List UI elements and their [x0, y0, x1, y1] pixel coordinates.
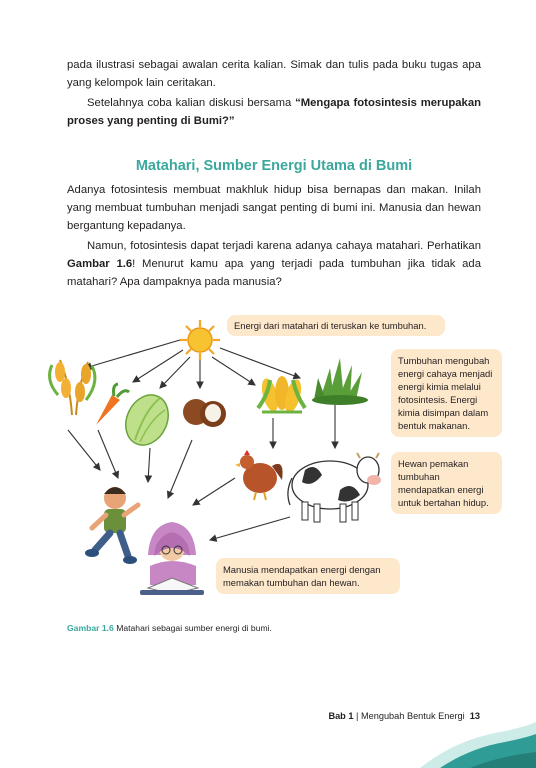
- footer-separator: |: [353, 711, 361, 721]
- photosynthesis-text: Adanya fotosintesis membuat makhluk hidup bisa bernapas dan makan. Inilah yang membuat tumbuhan menjadi sangat penting di bumi ini. Manusia dan hewan bergantung kepadanya.: [67, 184, 481, 232]
- callout-sun-energy: Energi dari matahari di teruskan ke tumbuhan.: [227, 315, 445, 336]
- sunlight-text-end: ! Menurut kamu apa yang terjadi pada tumbuhan jika tidak ada matahari? Apa dampaknya pada manusia?: [67, 258, 481, 288]
- footer-chapter-title: Mengubah Bentuk Energi: [360, 711, 465, 721]
- figure-caption-text: Matahari sebagai sumber energi di bumi.: [113, 623, 272, 633]
- footer-chapter: Bab 1: [328, 711, 354, 721]
- page-number: 13: [469, 711, 480, 721]
- callout-humans: Manusia mendapatkan energi dengan memakan tumbuhan dan hewan.: [216, 558, 400, 594]
- section-title: Matahari, Sumber Energi Utama di Bumi: [135, 158, 413, 174]
- discussion-text: Setelahnya coba kalian diskusi bersama: [87, 97, 296, 109]
- callout-herbivores: Hewan pemakan tumbuhan mendapatkan energi untuk bertahan hidup.: [391, 452, 502, 514]
- figure-label: Gambar 1.6: [67, 623, 114, 633]
- callout-plants-photosynthesis: Tumbuhan mengubah energi cahaya menjadi energi kimia melalui fotosintesis. Energi kimia disimpan dalam bentuk makanan.: [391, 349, 502, 437]
- intro-text: pada ilustrasi sebagai awalan cerita kalian. Simak dan tulis pada buku tugas apa yang kelompok lain ceritakan.: [67, 59, 481, 89]
- discussion-question: “Mengapa fotosintesis merupakan proses yang penting di Bumi?”: [67, 97, 481, 127]
- sunlight-text-start: Namun, fotosintesis dapat terjadi karena adanya cahaya matahari. Perhatikan: [87, 240, 481, 252]
- figure-reference: Gambar 1.6: [67, 258, 133, 270]
